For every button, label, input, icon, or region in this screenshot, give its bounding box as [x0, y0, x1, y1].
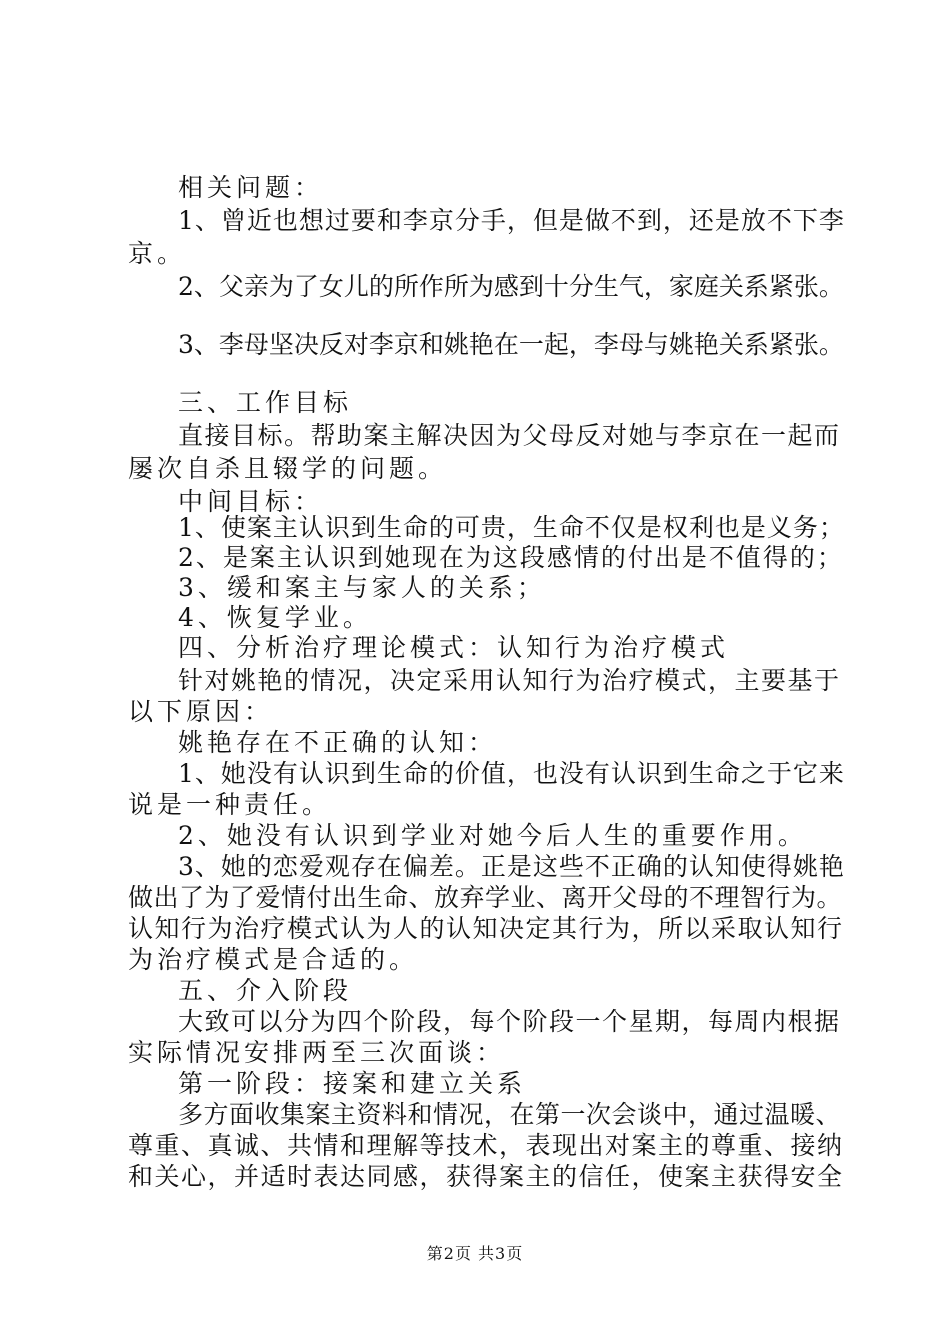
- text-line: 多方面收集案主资料和情况，在第一次会谈中，通过温暖、: [178, 1100, 842, 1129]
- text-line: 相关问题：: [178, 173, 324, 202]
- text-line: 实际情况安排两至三次面谈：: [128, 1038, 506, 1067]
- text-line: 3、李母坚决反对李京和姚艳在一起，李母与姚艳关系紧张。: [178, 330, 844, 359]
- text-line: 3、缓和案主与家人的关系；: [178, 573, 546, 602]
- text-line: 尊重、真诚、共情和理解等技术，表现出对案主的尊重、接纳: [128, 1131, 844, 1160]
- text-line: 和关心，并适时表达同感，获得案主的信任，使案主获得安全: [128, 1162, 844, 1191]
- text-line: 做出了为了爱情付出生命、放弃学业、离开父母的不理智行为。: [128, 883, 843, 912]
- text-line: 为治疗模式是合适的。: [128, 945, 419, 974]
- section-heading: 四、分析治疗理论模式：认知行为治疗模式: [178, 633, 730, 662]
- section-heading: 三、工作目标: [178, 388, 353, 417]
- text-line: 中间目标：: [178, 487, 324, 516]
- text-line: 2、父亲为了女儿的所作所为感到十分生气，家庭关系紧张。: [178, 272, 844, 301]
- text-line: 1、曾近也想过要和李京分手，但是做不到，还是放不下李: [178, 206, 845, 235]
- text-line: 2、是案主认识到她现在为这段感情的付出是不值得的；: [178, 543, 844, 572]
- text-line: 3、她的恋爱观存在偏差。正是这些不正确的认知使得姚艳: [178, 852, 845, 881]
- text-line: 京。: [128, 239, 187, 268]
- text-line: 直接目标。帮助案主解决因为父母反对她与李京在一起而: [178, 421, 841, 450]
- text-line: 4、恢复学业。: [178, 603, 372, 632]
- text-line: 1、她没有认识到生命的价值，也没有认识到生命之于它来: [178, 759, 845, 788]
- text-line: 大致可以分为四个阶段，每个阶段一个星期，每周内根据: [178, 1007, 841, 1036]
- text-line: 屡次自杀且辍学的问题。: [128, 454, 448, 483]
- text-line: 2、她没有认识到学业对她今后人生的重要作用。: [178, 821, 807, 850]
- text-line: 针对姚艳的情况，决定采用认知行为治疗模式，主要基于: [178, 666, 841, 695]
- text-line: 认知行为治疗模式认为人的认知决定其行为，所以采取认知行: [128, 914, 844, 943]
- page-number-footer: 第2页 共3页: [426, 1244, 524, 1263]
- text-line: 1、使案主认识到生命的可贵，生命不仅是权利也是义务；: [178, 513, 845, 542]
- text-line: 说是一种责任。: [128, 790, 332, 819]
- text-line: 以下原因：: [128, 697, 274, 726]
- subsection-heading: 第一阶段：接案和建立关系: [178, 1069, 527, 1098]
- section-heading: 五、介入阶段: [178, 976, 353, 1005]
- text-line: 姚艳存在不正确的认知：: [178, 728, 498, 757]
